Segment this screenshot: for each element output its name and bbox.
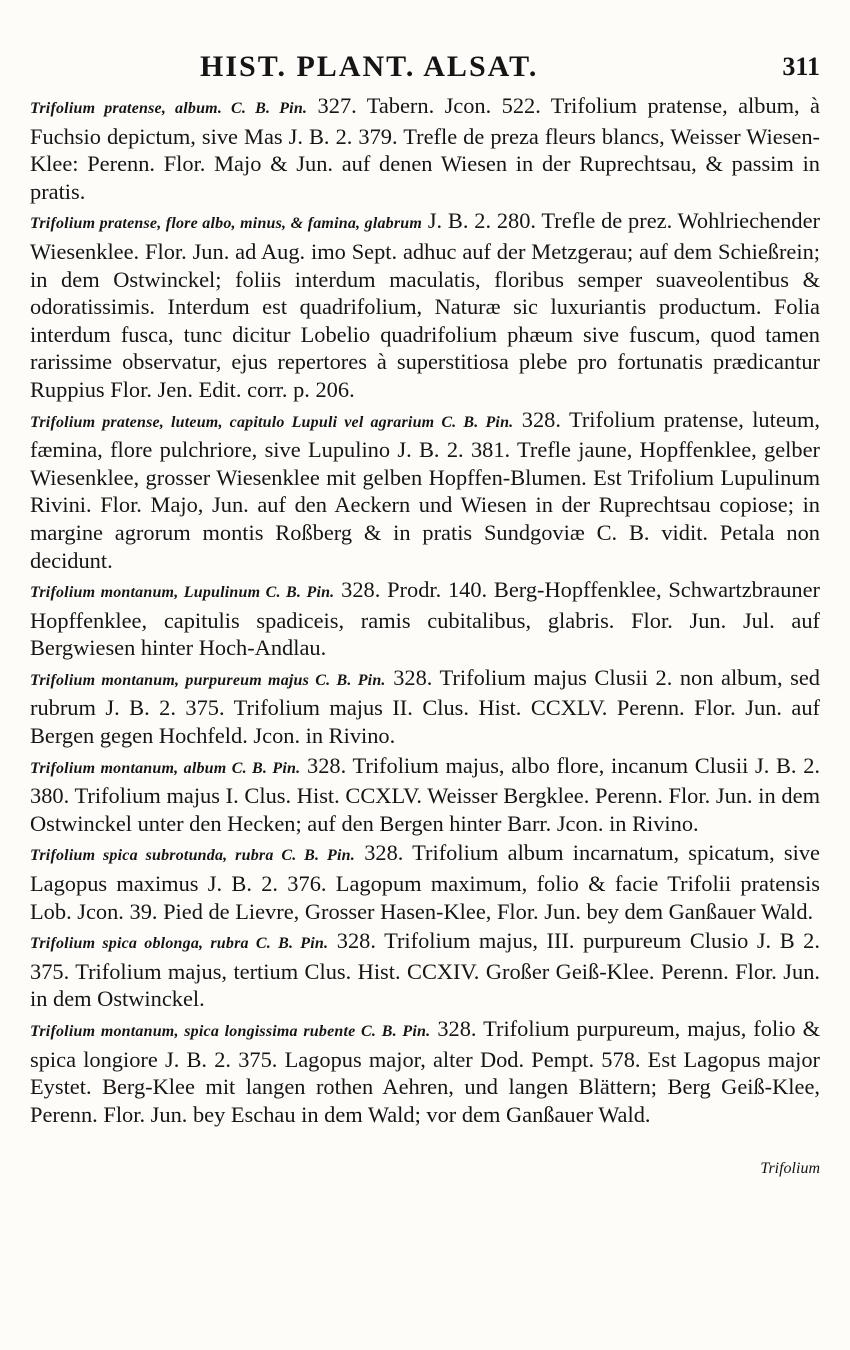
entry-lead: Trifolium spica subrotunda, rubra C. B. Pin. <box>30 847 355 865</box>
entry-text: 327. Tabern. Jcon. 522. Trifolium pratense, album, à Fuchsio depictum, sive Mas J. B. 2. 379. Trefle de preza fleurs blancs, Weisser Wiesen-Klee: Perenn. Flor. Majo & Jun. auf denen Wiesen in der Ruprechtsau, & passim in pratis. <box>30 93 820 204</box>
entry-text: 328. Trifolium majus, III. purpureum Clusio J. B 2. 375. Trifolium majus, tertium Clus. Hist. CCXIV. Großer Geiß-Klee. Perenn. Flor. Jun. in dem Ostwinckel. <box>30 928 820 1012</box>
entry-lead: Trifolium spica oblonga, rubra C. B. Pin. <box>30 935 329 953</box>
document-page <box>30 48 821 1177</box>
entry-lead: Trifolium pratense, album. C. B. Pin. <box>30 100 308 117</box>
entry-lead: Trifolium pratense, flore albo, minus, & famina, glabrum <box>30 215 423 233</box>
entry-trifolium-spica-oblonga <box>30 927 820 1013</box>
page-header <box>30 48 820 92</box>
entry-trifolium-montanum-purpureum <box>30 664 820 750</box>
entry-lead: Trifolium montanum, purpureum majus C. B. Pin. <box>30 671 386 689</box>
entry-text: J. B. 2. 280. Trefle de prez. Wohlriechender Wiesenklee. Flor. Jun. ad Aug. imo Sept. adhuc auf der Metzgerau; auf dem Schießrein; in dem Ostwinckel; foliis interdum maculatis, floribus semper suaveolentibus & odoratissimis. Interdum est quadrifolium, Naturæ sic luxuriantis productum. Folia interdum fusca, tunc dicitur Lobelio quadrifolium phæum sive fuscum, quod tamen rarissime observatur, ejus repertores à superstitiosa plebe pro fortunatis prædicantur Ruppius Flor. Jen. Edit. corr. p. 206. <box>30 208 820 402</box>
entry-lead: Trifolium montanum, Lupulinum C. B. Pin. <box>30 584 335 602</box>
entry-lead: Trifolium montanum, album C. B. Pin. <box>30 759 301 777</box>
entry-text: 328. Trifolium majus, albo flore, incanum Clusii J. B. 2. 380. Trifolium majus I. Clus. Hist. CCXLV. Weisser Bergklee. Perenn. Flor. Jun. in dem Ostwinckel unter den Hecken; auf den Bergen hinter Barr. Jcon. in Rivino. <box>30 752 820 836</box>
entry-trifolium-spica-subrotunda <box>30 839 820 925</box>
entry-trifolium-pratense-luteum <box>30 406 820 575</box>
page-number: 311 <box>782 52 820 81</box>
running-title: HIST. PLANT. ALSAT. <box>200 50 539 83</box>
entry-lead: Trifolium montanum, spica longissima rubente C. B. Pin. <box>30 1023 431 1040</box>
entry-trifolium-montanum-spica-longissima <box>30 1015 820 1128</box>
entry-text: 328. Trifolium album incarnatum, spicatum, sive Lagopus maximus J. B. 2. 376. Lagopum maximum, folio & facie Trifolii pratensis Lob. Jcon. 39. Pied de Lievre, Grosser Hasen-Klee, Flor. Jun. bey dem Ganßauer Wald. <box>30 840 820 924</box>
catchword: Trifolium <box>760 1160 820 1177</box>
entry-lead: Trifolium pratense, luteum, capitulo Lupuli vel agrarium C. B. Pin. <box>30 413 514 431</box>
entry-text: 328. Trifolium purpureum, majus, folio & spica longiore J. B. 2. 375. Lagopus major, alter Dod. Pempt. 578. Est Lagopus major Eystet. Berg-Klee mit langen rothen Aehren, und langen Blättern; Berg Geiß-Klee, Perenn. Flor. Jun. bey Eschau in dem Wald; vor dem Ganßauer Wald. <box>30 1016 821 1127</box>
entry-text: 328. Trifolium majus Clusii 2. non album, sed rubrum J. B. 2. 375. Trifolium majus II. Clus. Hist. CCXLV. Perenn. Flor. Jun. auf Bergen gegen Hochfeld. Jcon. in Rivino. <box>30 664 820 749</box>
entry-text: 328. Prodr. 140. Berg-Hopffenklee, Schwartzbrauner Hopffenklee, capitulis spadiceis, ramis cubitalibus, glabris. Flor. Jun. Jul. auf Bergwiesen hinter Hoch-Andlau. <box>30 577 821 661</box>
entry-text: 328. Trifolium pratense, luteum, fæmina, flore pulchriore, sive Lupulino J. B. 2. 381. Trefle jaune, Hopffenklee, gelber Wiesenklee, grosser Wiesenklee mit gelben Hopffen-Blumen. Est Trifolium Lupulinum Rivini. Flor. Majo, Jun. auf den Aeckern und Wiesen in der Ruprechtsau copiose; in margine agrorum montis Roßberg & in pratis Sundgoviæ C. B. vidit. Petala non decidunt. <box>30 406 820 573</box>
entry-trifolium-montanum-lupulinum <box>30 576 820 662</box>
entry-trifolium-montanum-album <box>30 752 820 838</box>
entry-trifolium-pratense-flore-albo <box>30 207 820 403</box>
entry-trifolium-pratense-album <box>30 92 820 205</box>
